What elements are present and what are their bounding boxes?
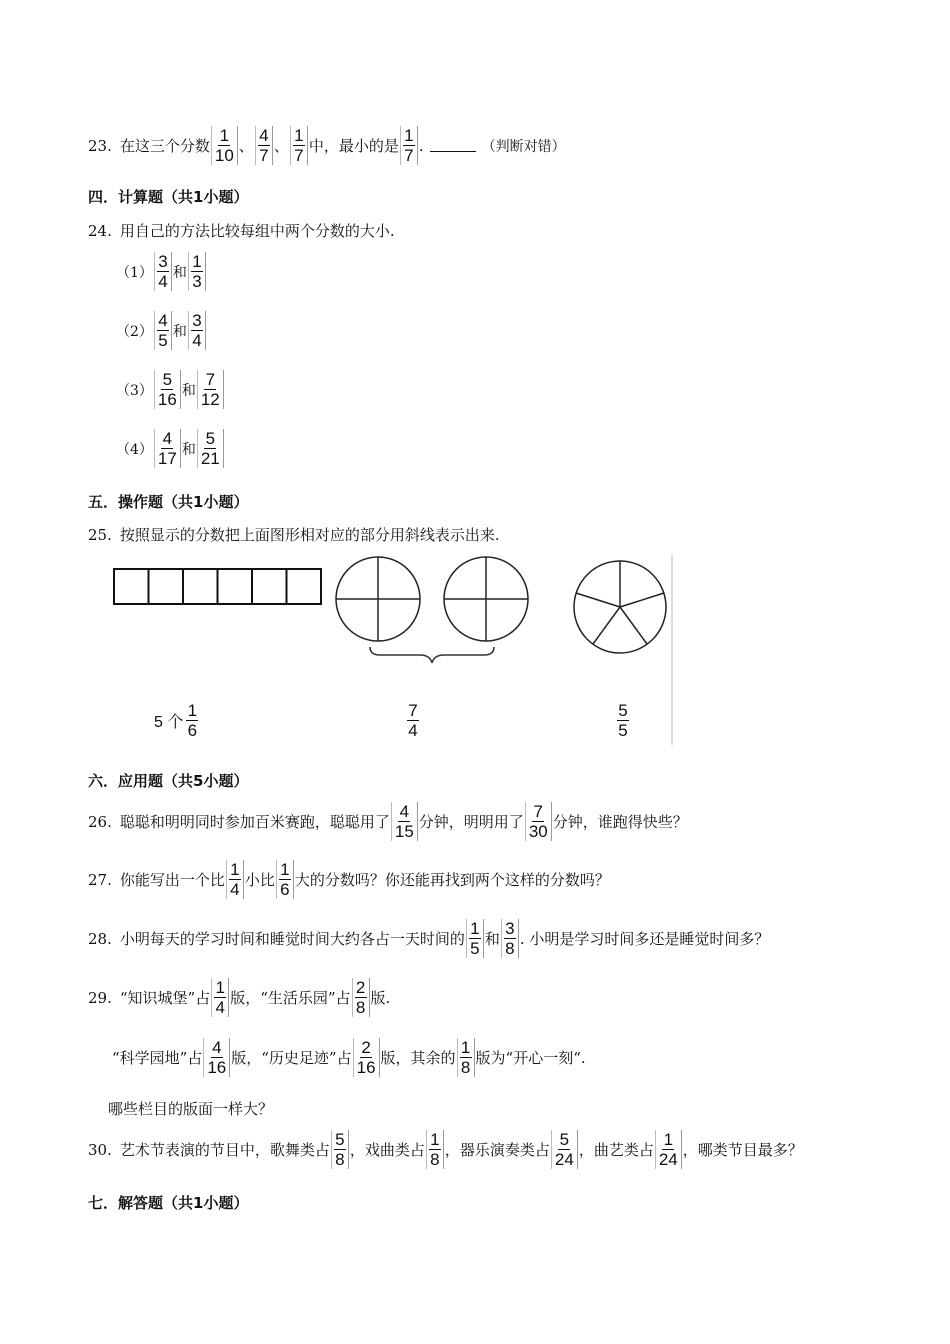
question-30 xyxy=(88,1130,803,1169)
fraction-denominator: 24 xyxy=(658,1150,678,1169)
question-23 xyxy=(88,126,566,165)
fraction-denominator: 4 xyxy=(192,331,202,350)
question-text: 小明每天的学习时间和睡觉时间大约各占一天时间的 xyxy=(119,930,465,948)
fraction-numerator: 1 xyxy=(219,126,230,145)
fraction xyxy=(457,1038,475,1077)
fraction xyxy=(331,1130,349,1169)
question-text: 在这三个分数 xyxy=(119,137,210,155)
fraction-denominator: 8 xyxy=(430,1150,440,1169)
fraction xyxy=(352,978,370,1017)
question-text: 和 xyxy=(181,382,196,399)
fraction xyxy=(197,429,224,468)
question-29-line-2 xyxy=(112,1038,586,1077)
question-25 xyxy=(88,524,500,545)
question-number: 26. xyxy=(88,812,112,831)
fraction-numerator: 4 xyxy=(259,126,269,145)
fraction-numerator: 4 xyxy=(399,802,410,821)
fraction-denominator: 8 xyxy=(505,939,515,958)
fraction-denominator: 24 xyxy=(554,1150,574,1169)
five-part-circle[interactable] xyxy=(574,561,666,653)
q24-item-1 xyxy=(116,252,207,291)
question-26 xyxy=(88,802,688,841)
section-heading-5: 五．操作题（共1小题） xyxy=(88,493,249,511)
fraction xyxy=(154,429,181,468)
question-text: （判断对错） xyxy=(481,138,566,155)
fraction-numerator: 1 xyxy=(430,1130,440,1149)
label-five-sixths: 5 个 $\frac{1}{6}$ xyxy=(154,701,201,740)
question-number: 23. xyxy=(88,136,112,155)
question-29 xyxy=(88,978,390,1017)
fraction xyxy=(154,311,172,350)
fraction-denominator: 4 xyxy=(158,272,168,291)
quartered-circle-1[interactable] xyxy=(336,557,420,641)
fraction-numerator: 1 xyxy=(187,701,198,720)
fraction-numerator: 1 xyxy=(192,252,202,271)
fraction-denominator: 4 xyxy=(215,998,225,1017)
fraction-numerator: 1 xyxy=(470,919,480,938)
fraction-numerator: 3 xyxy=(505,919,515,938)
fraction-numerator: 4 xyxy=(158,311,168,330)
question-24 xyxy=(88,220,395,241)
fraction xyxy=(211,978,229,1017)
fraction-numerator: 5 xyxy=(205,429,216,448)
fraction-denominator: 21 xyxy=(200,449,220,468)
fraction-denominator: 4 xyxy=(230,880,240,899)
question-text: 艺术节表演的节目中，歌舞类占 xyxy=(119,1141,330,1159)
question-text: ，哪类节目最多？ xyxy=(682,1141,803,1159)
six-squares[interactable] xyxy=(114,569,321,604)
question-text: 版为“开心一刻“. xyxy=(475,1049,586,1067)
question-text: . xyxy=(418,136,424,155)
question-text: 版. xyxy=(370,989,391,1007)
fraction xyxy=(188,311,206,350)
question-text: 中，最小的是 xyxy=(308,137,399,155)
fraction-denominator: 17 xyxy=(157,449,177,468)
question-text: ，器乐演奏类占 xyxy=(444,1141,550,1159)
fraction-numerator: 4 xyxy=(212,1038,222,1057)
fraction xyxy=(525,802,552,841)
q24-item-3 xyxy=(116,370,225,409)
fraction-numerator: 3 xyxy=(158,252,168,271)
fraction xyxy=(276,860,294,899)
fraction xyxy=(226,860,244,899)
fraction xyxy=(353,1038,380,1077)
fraction-denominator: 15 xyxy=(394,822,414,841)
fraction-denominator: 5 xyxy=(470,939,480,958)
curly-brace xyxy=(370,647,494,663)
fraction-denominator: 10 xyxy=(214,146,234,165)
fraction-numerator: 1 xyxy=(215,978,225,997)
fraction xyxy=(203,1038,230,1077)
question-text: 大的分数吗？你还能再找到两个这样的分数吗？ xyxy=(294,871,610,889)
question-text: 和 xyxy=(172,323,187,340)
fraction-denominator: 16 xyxy=(157,390,177,409)
fraction xyxy=(255,126,273,165)
fraction-numerator: 1 xyxy=(230,860,240,879)
question-text: 分钟，谁跑得快些？ xyxy=(552,813,688,831)
fraction-denominator: 16 xyxy=(356,1058,376,1077)
section-heading-6: 六．应用题（共5小题） xyxy=(88,772,249,790)
fraction-numerator: 4 xyxy=(162,429,173,448)
question-text: 版，“生活乐园”占 xyxy=(230,989,351,1007)
fraction-denominator: 5 xyxy=(158,331,168,350)
fraction xyxy=(154,370,181,409)
question-number: 24. xyxy=(88,221,112,240)
fraction-numerator: 1 xyxy=(294,126,304,145)
fraction xyxy=(197,370,224,409)
fraction-numerator: 7 xyxy=(408,701,418,720)
fraction-denominator: 12 xyxy=(200,390,220,409)
fraction-denominator: 7 xyxy=(404,146,414,165)
question-text: （4） xyxy=(116,441,153,458)
question-text: 和 xyxy=(484,930,500,948)
question-text: 和 xyxy=(181,441,196,458)
fraction xyxy=(426,1130,444,1169)
fraction-denominator: 7 xyxy=(259,146,269,165)
question-text: 版，“历史足迹”占 xyxy=(231,1049,352,1067)
question-text: 、 xyxy=(273,137,289,155)
question-text: ，曲艺类占 xyxy=(578,1141,654,1159)
question-number: 30. xyxy=(88,1140,112,1159)
fraction-numerator: 1 xyxy=(663,1130,674,1149)
fraction xyxy=(405,701,421,740)
fraction-denominator: 6 xyxy=(187,721,198,740)
fraction-denominator: 8 xyxy=(355,998,366,1017)
label-five-fifths xyxy=(614,701,632,740)
question-text: 版，其余的 xyxy=(380,1049,456,1067)
fraction-numerator: 5 xyxy=(335,1130,345,1149)
question-text: . 小明是学习时间多还是睡觉时间多？ xyxy=(519,930,770,948)
fraction-numerator: 5 xyxy=(618,701,628,720)
fraction xyxy=(211,126,238,165)
fraction-numerator: 3 xyxy=(192,311,202,330)
question-text: 小比 xyxy=(244,871,275,889)
fraction xyxy=(391,802,418,841)
fraction-numerator: 1 xyxy=(280,860,290,879)
question-text: 和 xyxy=(172,264,187,281)
question-text: “科学园地”占 xyxy=(112,1049,203,1067)
fraction-denominator: 3 xyxy=(192,272,202,291)
label-seven-fourths xyxy=(404,701,422,740)
fraction xyxy=(501,919,519,958)
fraction xyxy=(290,126,308,165)
fraction-numerator: 2 xyxy=(355,978,366,997)
question-text: （1） xyxy=(116,264,153,281)
fraction-denominator: 6 xyxy=(280,880,290,899)
fraction-denominator: 30 xyxy=(528,822,548,841)
fraction xyxy=(466,919,484,958)
question-text: 你能写出一个比 xyxy=(119,871,225,889)
fraction-denominator: 7 xyxy=(294,146,304,165)
question-text: 、 xyxy=(238,137,254,155)
fraction xyxy=(551,1130,578,1169)
fraction-denominator: 8 xyxy=(335,1150,345,1169)
fraction-numerator: 5 xyxy=(162,370,173,389)
fraction xyxy=(655,1130,682,1169)
question-number: 25. xyxy=(88,525,112,544)
question-27 xyxy=(88,860,610,899)
fraction-denominator: 16 xyxy=(207,1058,227,1077)
fraction-numerator: 7 xyxy=(533,802,543,821)
fraction xyxy=(615,701,631,740)
question-29-line-3: 哪些栏目的版面一样大？ xyxy=(108,1100,274,1118)
question-text: （3） xyxy=(116,382,153,399)
question-text: 分钟，明明用了 xyxy=(418,813,524,831)
fraction-denominator: 5 xyxy=(618,721,628,740)
fraction-numerator: 2 xyxy=(361,1038,371,1057)
question-text: “知识城堡”占 xyxy=(119,989,211,1007)
fraction xyxy=(188,252,206,291)
fraction xyxy=(184,701,200,740)
question-number: 28. xyxy=(88,929,112,948)
question-text: （2） xyxy=(116,323,153,340)
fraction xyxy=(400,126,418,165)
shapes-figure xyxy=(112,555,677,747)
section-heading-7: 七．解答题（共1小题） xyxy=(88,1194,249,1212)
question-text: ，戏曲类占 xyxy=(349,1141,425,1159)
quartered-circle-2[interactable] xyxy=(444,557,528,641)
fraction-numerator: 7 xyxy=(205,370,216,389)
question-28 xyxy=(88,919,769,958)
question-text: 按照显示的分数把上面图形相对应的部分用斜线表示出来. xyxy=(119,526,500,544)
fraction xyxy=(154,252,172,291)
fraction-numerator: 5 xyxy=(559,1130,570,1149)
section-heading-4: 四．计算题（共1小题） xyxy=(88,188,249,206)
question-number: 29. xyxy=(88,988,112,1007)
question-number: 27. xyxy=(88,870,112,889)
question-text: 用自己的方法比较每组中两个分数的大小. xyxy=(119,222,395,240)
answer-blank[interactable] xyxy=(430,139,476,152)
fraction-denominator: 4 xyxy=(408,721,418,740)
fraction-numerator: 1 xyxy=(460,1038,471,1057)
question-text: 聪聪和明明同时参加百米赛跑，聪聪用了 xyxy=(119,813,390,831)
q24-item-2 xyxy=(116,311,207,350)
q24-item-4 xyxy=(116,429,225,468)
fraction-numerator: 1 xyxy=(404,126,414,145)
fraction-denominator: 8 xyxy=(460,1058,471,1077)
